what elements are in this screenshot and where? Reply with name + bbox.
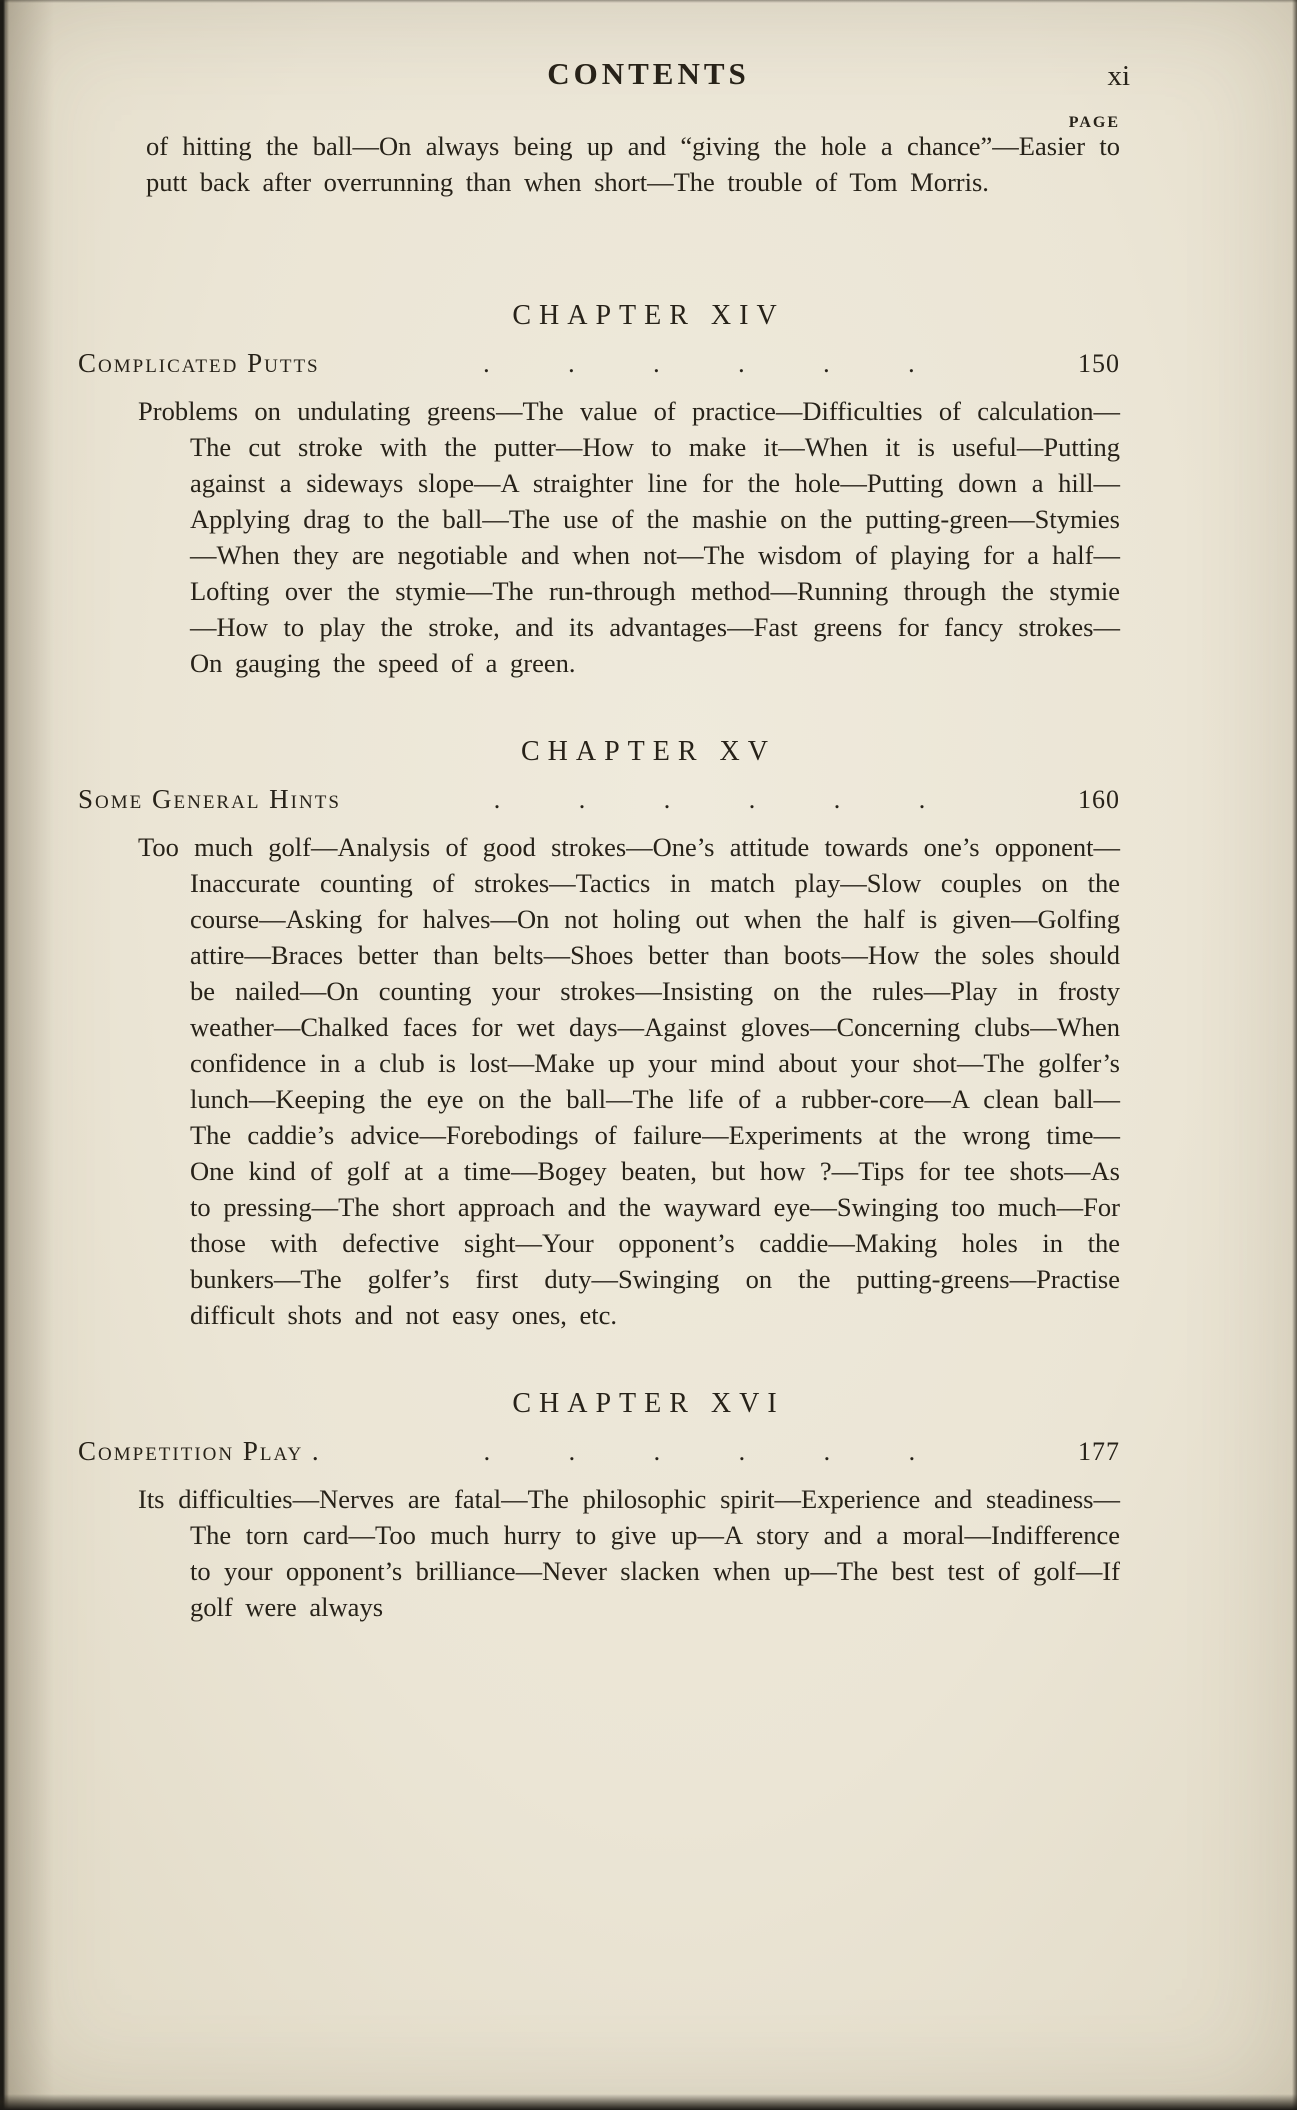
leader-dots: . . . . . . [493, 785, 926, 814]
folio-page-number: xi [1107, 60, 1130, 92]
chapter-xiv-toc-entry [78, 348, 1120, 379]
page-header [0, 0, 1297, 92]
continuation-paragraph: of hitting the ball—On always being up and “giving the hole a chance”—Easier to putt back after overrunning than when short—The trouble of Tom Morris. [146, 131, 1120, 197]
chapter-xiv-heading: CHAPTER XIV [512, 300, 785, 331]
chapter-xvi-page-number: 177 [1078, 1437, 1120, 1466]
chapter-xiv-section [0, 300, 1297, 681]
chapter-xiv-page-number: 150 [1078, 349, 1120, 378]
chapter-xv-page-number: 160 [1078, 785, 1120, 814]
chapter-xv-section [0, 736, 1297, 1333]
leader-dots: . . . . . . [483, 1437, 916, 1466]
page-title: CONTENTS [547, 56, 750, 91]
page-column-label: PAGE [1068, 114, 1120, 131]
chapter-xv-summary: Too much golf—Analysis of good strokes—One’s attitude towards one’s opponent—Inaccurate counting of strokes—Tactics in match play—Slow couples on the course—Asking for halves—On not holing out when the half is given—Golfing attire—Braces better than belts—Shoes better than boots—How the soles should be nailed—On counting your strokes—Insisting on the rules—Play in frosty weather—Chalked faces for wet days—Against gloves—Concerning clubs—When confidence in a club is lost—Make up your mind about your shot—The golfer’s lunch—Keeping the eye on the ball—The life of a rubber-core—A clean ball—The caddie’s advice—Forebodings of failure—Experiments at the wrong time—One kind of golf at a time—Bogey beaten, but how ?—Tips for tee shots—As to pressing—The short approach and the wayward eye—Swinging too much—For those with defective sight—Your opponent’s caddie—Making holes in the bunkers—The golfer’s first duty—Swinging on the putting-greens—Practise difficult shots and not easy ones, etc. [138, 832, 1120, 1330]
chapter-xiv-title: Complicated Putts [78, 348, 320, 378]
leader-dots: . . . . . . [483, 349, 915, 378]
chapter-xvi-toc-entry [78, 1436, 1120, 1467]
chapter-xvi-summary: Its difficulties—Nerves are fatal—The philosophic spirit—Experience and steadiness—The torn card—Too much hurry to give up—A story and a moral—Indifference to your opponent’s brilliance—Never slacken when up—The best test of golf—If golf were always [138, 1484, 1120, 1622]
scan-edge-bottom [0, 2094, 1297, 2110]
chapter-xvi-heading: CHAPTER XVI [512, 1388, 785, 1419]
chapter-xvi-title: Competition Play . [78, 1436, 321, 1466]
chapter-xvi-section [0, 1388, 1297, 1625]
chapter-xiv-summary: Problems on undulating greens—The value of practice—Difficulties of calculation—The cut stroke with the putter—How to make it—When it is useful—Putting against a sideways slope—A straighter line for the hole—Putting down a hill—Applying drag to the ball—The use of the mashie on the putting-green—Stymies—When they are negotiable and when not—The wisdom of playing for a half—Lofting over the stymie—The run-through method—Running through the stymie—How to play the stroke, and its advantages—Fast greens for fancy strokes—On gauging the speed of a green. [138, 396, 1120, 678]
chapter-xv-title: Some General Hints [78, 784, 341, 814]
chapter-xv-toc-entry [78, 784, 1120, 815]
chapter-xv-heading: CHAPTER XV [520, 736, 776, 767]
